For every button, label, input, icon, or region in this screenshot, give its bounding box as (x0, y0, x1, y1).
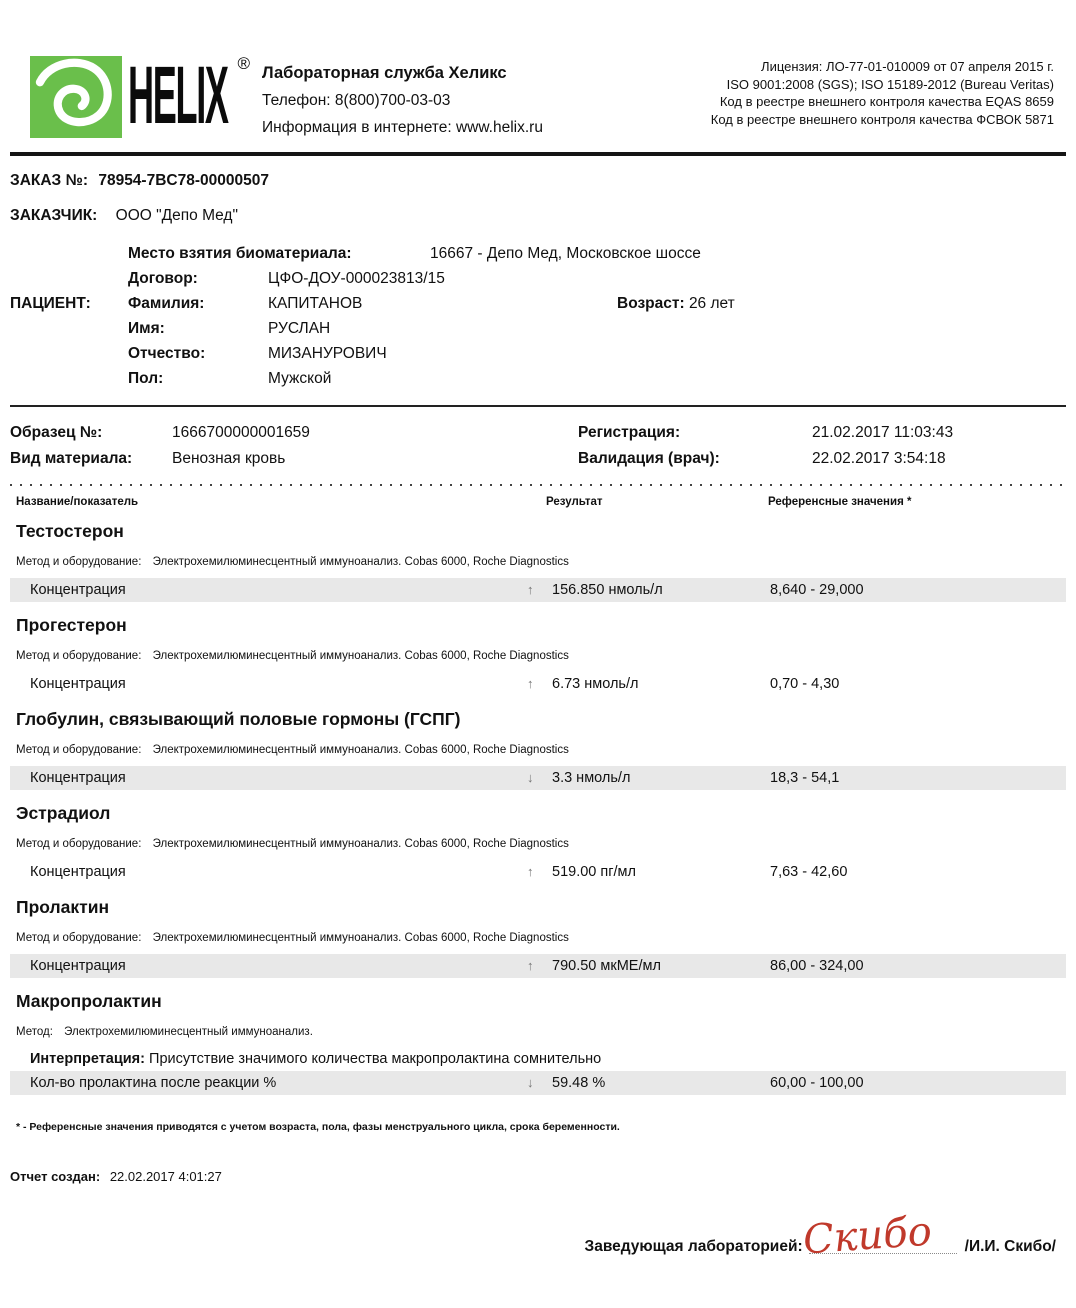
method-label: Метод: (16, 1026, 53, 1038)
license-line: Код в реестре внешнего контроля качества ФСВОК 5871 (710, 111, 1054, 127)
age-field (617, 291, 735, 316)
result-value: 790.50 мкМЕ/мл (552, 958, 661, 974)
flag-down-arrow-icon: ↓ (527, 1075, 534, 1090)
firstname-label: Имя: (128, 320, 165, 337)
method-text: Электрохемилюминесцентный иммуноанализ. Cobas 6000, Roche Diagnostics (152, 838, 569, 850)
test-method-line (10, 743, 1066, 757)
column-name: Название/показатель (16, 496, 139, 508)
firstname-row (10, 316, 1066, 341)
result-label: Кол-во пролактина после реакции % (30, 1075, 277, 1091)
sex-label: Пол: (128, 370, 164, 387)
sex-row (10, 366, 1066, 391)
result-row (10, 860, 1066, 884)
header-divider (10, 152, 1066, 156)
report-created-line (10, 1169, 1066, 1184)
material-label: Вид материала: (10, 450, 133, 467)
result-value: 156.850 нмоль/л (552, 582, 663, 598)
age-value: 26 лет (688, 295, 735, 312)
sample-right (578, 420, 1066, 472)
test-section-estradiol (10, 802, 1066, 884)
test-method-line (10, 649, 1066, 663)
result-row (10, 578, 1066, 602)
method-text: Электрохемилюминесцентный иммуноанализ. Cobas 6000, Roche Diagnostics (152, 556, 569, 568)
reference-footnote: * - Референсные значения приводятся с учетом возраста, пола, фазы менструального цикла, срока беременности. (16, 1121, 620, 1133)
result-label: Концентрация (30, 582, 126, 598)
biomaterial-place-row (10, 241, 1066, 266)
column-reference: Референсные значения * (768, 496, 912, 508)
method-text: Электрохемилюминесцентный иммуноанализ. Cobas 6000, Roche Diagnostics (152, 932, 569, 944)
result-value: 3.3 нмоль/л (552, 770, 631, 786)
license-line: Код в реестре внешнего контроля качества EQAS 8659 (719, 94, 1054, 109)
sex-value: Мужской (268, 370, 332, 387)
result-label: Концентрация (30, 864, 126, 880)
result-row (10, 954, 1066, 978)
test-section-testosterone (10, 520, 1066, 602)
customer-value: ООО "Депо Мед" (115, 207, 238, 224)
result-label: Концентрация (30, 676, 126, 692)
lastname-row (10, 291, 1066, 316)
interpretation-label: Интерпретация: (30, 1051, 145, 1067)
middlename-label: Отчество: (128, 345, 206, 362)
interpretation-line (10, 1049, 1066, 1069)
helix-wordmark (128, 50, 250, 141)
lab-name: Лабораторная служба Хеликс (262, 64, 507, 82)
test-title: Макропролактин (16, 991, 162, 1011)
result-row (10, 766, 1066, 790)
flag-up-arrow-icon: ↑ (527, 582, 534, 597)
helix-spiral-icon (30, 56, 122, 138)
method-text: Электрохемилюминесцентный иммуноанализ. Cobas 6000, Roche Diagnostics (152, 744, 569, 756)
reference-range: 7,63 - 42,60 (770, 864, 848, 880)
result-value: 6.73 нмоль/л (552, 676, 639, 692)
contract-row (10, 266, 1066, 291)
order-label: ЗАКАЗ №: (10, 172, 89, 189)
test-section-progesterone (10, 614, 1066, 696)
validation-label: Валидация (врач): (578, 450, 720, 467)
registration-label: Регистрация: (578, 424, 681, 441)
signatory-name: /И.И. Скибо/ (964, 1238, 1056, 1255)
result-label: Концентрация (30, 770, 126, 786)
method-text: Электрохемилюминесцентный иммуноанализ. (64, 1026, 313, 1038)
material-value: Венозная кровь (172, 450, 286, 467)
method-label: Метод и оборудование: (16, 744, 142, 756)
created-label: Отчет создан: (10, 1169, 101, 1184)
patient-divider (10, 405, 1066, 407)
method-label: Метод и оборудование: (16, 932, 142, 944)
reference-range: 18,3 - 54,1 (770, 770, 840, 786)
test-title: Глобулин, связывающий половые гормоны (ГСПГ) (16, 709, 461, 729)
flag-up-arrow-icon: ↑ (527, 864, 534, 879)
registration-row (578, 420, 1066, 446)
method-label: Метод и оборудование: (16, 650, 142, 662)
age-label: Возраст: (617, 295, 685, 312)
helix-wordmark-text: HELIX (128, 50, 228, 141)
test-method-line (10, 837, 1066, 851)
test-title: Эстрадиол (16, 803, 111, 823)
license-block (711, 56, 1066, 141)
sample-number-value: 1666700000001659 (172, 424, 310, 441)
patient-block (10, 241, 1066, 391)
license-line: Лицензия: ЛО-77-01-010009 от 07 апреля 2015 г. (761, 59, 1054, 74)
material-row (10, 446, 578, 472)
registration-value: 21.02.2017 11:03:43 (812, 424, 954, 441)
validation-row (578, 446, 1066, 472)
result-row (10, 1071, 1066, 1095)
signature-underline (801, 1208, 957, 1264)
validation-value: 22.02.2017 3:54:18 (812, 450, 946, 467)
created-value: 22.02.2017 4:01:27 (109, 1169, 222, 1184)
interpretation-text: Присутствие значимого количества макропролактина сомнительно (149, 1051, 602, 1067)
method-label: Метод и оборудование: (16, 838, 142, 850)
test-title: Пролактин (16, 897, 110, 917)
reference-range: 86,00 - 324,00 (770, 958, 864, 974)
result-label: Концентрация (30, 958, 126, 974)
order-number-line (10, 172, 1066, 190)
lab-website: Информация в интернете: www.helix.ru (262, 119, 543, 136)
handwritten-signature: Скибо (801, 1208, 933, 1264)
registered-trademark-symbol: ® (237, 54, 250, 73)
middlename-value: МИЗАНУРОВИЧ (268, 345, 387, 362)
customer-line (10, 207, 1066, 225)
biomaterial-place-value: 16667 - Депо Мед, Московское шоссе (430, 245, 701, 262)
result-value: 519.00 пг/мл (552, 864, 636, 880)
biomaterial-place-label: Место взятия биоматериала: (128, 245, 352, 262)
signature-title: Заведующая лабораторией: (584, 1238, 803, 1255)
reference-range: 8,640 - 29,000 (770, 582, 864, 598)
test-title: Тестостерон (16, 521, 124, 541)
test-method-line (10, 1025, 1066, 1039)
report-header (10, 50, 1066, 141)
patient-section-label: ПАЦИЕНТ: (10, 295, 91, 312)
reference-range: 60,00 - 100,00 (770, 1075, 864, 1091)
lab-phone: Телефон: 8(800)700-03-03 (262, 92, 451, 109)
helix-logo (30, 50, 250, 141)
sample-left (10, 420, 578, 472)
customer-label: ЗАКАЗЧИК: (10, 207, 98, 224)
method-text: Электрохемилюминесцентный иммуноанализ. Cobas 6000, Roche Diagnostics (152, 650, 569, 662)
test-section-prolactin (10, 896, 1066, 978)
order-number: 78954-7BC78-00000507 (98, 172, 269, 189)
lab-contact-block (262, 56, 543, 141)
dotted-divider (10, 484, 1066, 486)
flag-up-arrow-icon: ↑ (527, 676, 534, 691)
sample-number-row (10, 420, 578, 446)
flag-down-arrow-icon: ↓ (527, 770, 534, 785)
results-column-headers (10, 496, 1066, 508)
reference-range: 0,70 - 4,30 (770, 676, 840, 692)
result-value: 59.48 % (552, 1075, 606, 1091)
middlename-row (10, 341, 1066, 366)
contract-value: ЦФО-ДОУ-000023813/15 (268, 270, 445, 287)
test-method-line (10, 555, 1066, 569)
result-row (10, 672, 1066, 696)
signature-row (10, 1208, 1066, 1264)
flag-up-arrow-icon: ↑ (527, 958, 534, 973)
sample-number-label: Образец №: (10, 424, 103, 441)
column-result: Результат (546, 496, 603, 508)
contract-label: Договор: (128, 270, 198, 287)
test-title: Прогестерон (16, 615, 127, 635)
lastname-label: Фамилия: (128, 295, 205, 312)
test-section-shbg (10, 708, 1066, 790)
firstname-value: РУСЛАН (268, 320, 331, 337)
test-method-line (10, 931, 1066, 945)
sample-block (10, 420, 1066, 472)
lastname-value: КАПИТАНОВ (268, 295, 363, 312)
test-section-macroprolactin (10, 990, 1066, 1095)
license-line: ISO 9001:2008 (SGS); ISO 15189-2012 (Bureau Veritas) (726, 76, 1054, 92)
method-label: Метод и оборудование: (16, 556, 142, 568)
